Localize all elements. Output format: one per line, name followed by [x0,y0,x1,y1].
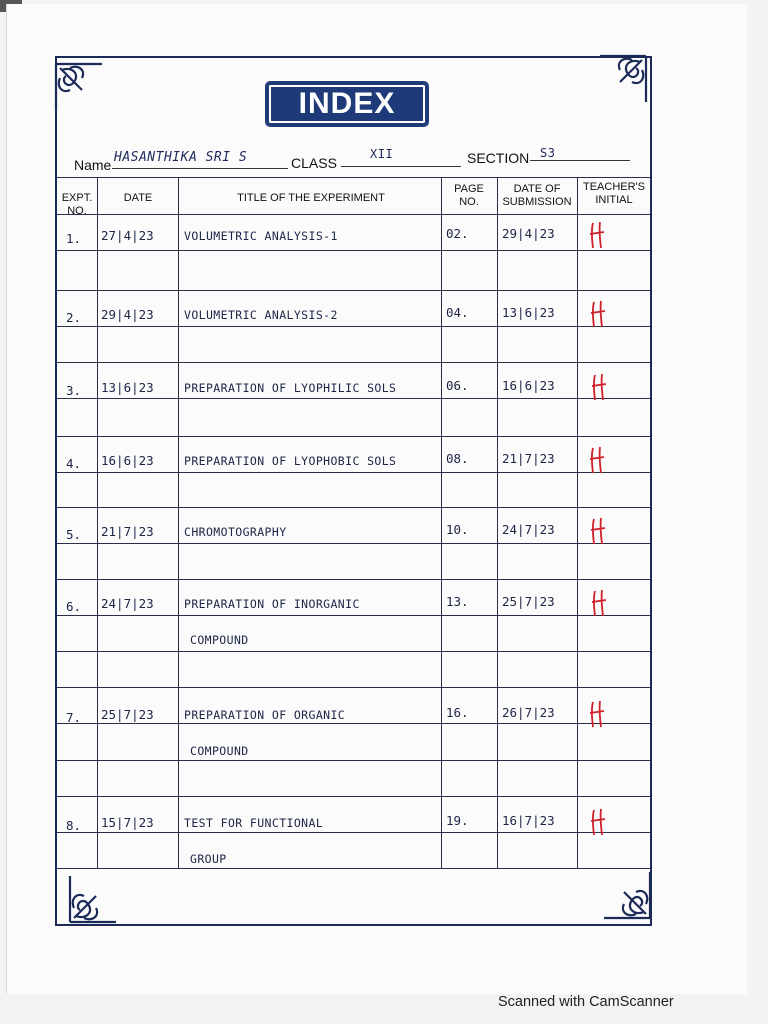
teacher-initial-mark [589,299,607,329]
header-expt-no: EXPT. NO. [61,192,93,217]
name-underline [112,168,288,169]
header-teacher-initial: TEACHER'S INITIAL [583,181,645,206]
row-expt-no: 6. [66,599,82,614]
class-underline [341,166,461,167]
row-submission-date: 13|6|23 [502,305,555,320]
table-rule [57,398,651,399]
table-column-rule [497,177,498,868]
row-submission-date: 21|7|23 [502,451,555,466]
table-rule [57,326,651,327]
row-submission-date: 26|7|23 [502,705,555,720]
header-page-no: PAGE NO. [454,183,484,208]
teacher-initial-mark [590,372,608,402]
teacher-initial-mark [590,588,608,618]
table-rule [57,796,651,797]
table-rule [57,651,651,652]
row-submission-date: 16|6|23 [502,378,555,393]
row-page-no: 10. [446,522,469,537]
row-expt-no: 7. [66,710,82,725]
row-date: 29|4|23 [101,307,154,322]
row-date: 21|7|23 [101,524,154,539]
table-column-rule [577,177,578,868]
table-rule [57,436,651,437]
row-title: PREPARATION OF LYOPHILIC SOLS [184,381,397,395]
index-title-badge: INDEX [266,82,428,126]
name-label: Name [74,157,112,173]
row-expt-no: 1. [66,231,82,246]
scanner-watermark: Scanned with CamScanner [498,994,674,1010]
teacher-initial-mark [588,220,606,250]
row-page-no: 04. [446,305,469,320]
row-expt-no: 4. [66,456,82,471]
row-title-continued: GROUP [190,852,227,866]
teacher-initial-mark [589,807,607,837]
row-submission-date: 29|4|23 [502,226,555,241]
table-rule [57,472,651,473]
row-date: 25|7|23 [101,707,154,722]
row-expt-no: 3. [66,383,82,398]
section-label: SECTION [467,150,530,166]
row-page-no: 19. [446,813,469,828]
row-page-no: 02. [446,226,469,241]
row-date: 13|6|23 [101,380,154,395]
table-rule [57,177,651,178]
class-label: CLASS [291,155,337,171]
table-column-rule [178,177,179,868]
row-submission-date: 16|7|23 [502,813,555,828]
section-underline [530,160,630,161]
corner-ornament-icon [52,60,106,114]
header-date: DATE [123,192,153,204]
table-rule [57,723,651,724]
row-title-continued: COMPOUND [190,633,249,647]
row-title: TEST FOR FUNCTIONAL [184,816,324,830]
table-column-rule [97,177,98,868]
table-rule [57,214,651,215]
row-page-no: 08. [446,451,469,466]
row-title-continued: COMPOUND [190,744,249,758]
row-page-no: 13. [446,594,469,609]
row-submission-date: 25|7|23 [502,594,555,609]
table-rule [57,290,651,291]
section-value: S3 [540,146,556,160]
table-rule [57,868,651,869]
corner-ornament-icon [66,872,120,926]
table-rule [57,543,651,544]
row-title: PREPARATION OF INORGANIC [184,597,360,611]
table-rule [57,687,651,688]
table-rule [57,362,651,363]
table-rule [57,579,651,580]
row-expt-no: 2. [66,310,82,325]
row-title: PREPARATION OF LYOPHOBIC SOLS [184,454,397,468]
table-rule [57,760,651,761]
class-value: XII [370,147,394,161]
table-column-rule [441,177,442,868]
header-submission: DATE OF SUBMISSION [502,183,572,208]
row-date: 24|7|23 [101,596,154,611]
table-rule [57,507,651,508]
teacher-initial-mark [588,699,606,729]
teacher-initial-mark [588,445,606,475]
row-expt-no: 8. [66,818,82,833]
corner-ornament-icon [596,52,650,106]
table-rule [57,250,651,251]
row-title: VOLUMETRIC ANALYSIS-2 [184,308,338,322]
row-title: CHROMOTOGRAPHY [184,525,287,539]
student-name: HASANTHIKA SRI S [114,150,248,165]
row-page-no: 16. [446,705,469,720]
row-page-no: 06. [446,378,469,393]
row-date: 15|7|23 [101,815,154,830]
row-title: PREPARATION OF ORGANIC [184,708,346,722]
header-title: TITLE OF THE EXPERIMENT [237,192,385,204]
table-rule [57,615,651,616]
corner-ornament-icon [600,868,654,922]
row-expt-no: 5. [66,527,82,542]
row-title: VOLUMETRIC ANALYSIS-1 [184,229,338,243]
table-rule [57,832,651,833]
row-date: 27|4|23 [101,228,154,243]
row-submission-date: 24|7|23 [502,522,555,537]
teacher-initial-mark [589,516,607,546]
row-date: 16|6|23 [101,453,154,468]
